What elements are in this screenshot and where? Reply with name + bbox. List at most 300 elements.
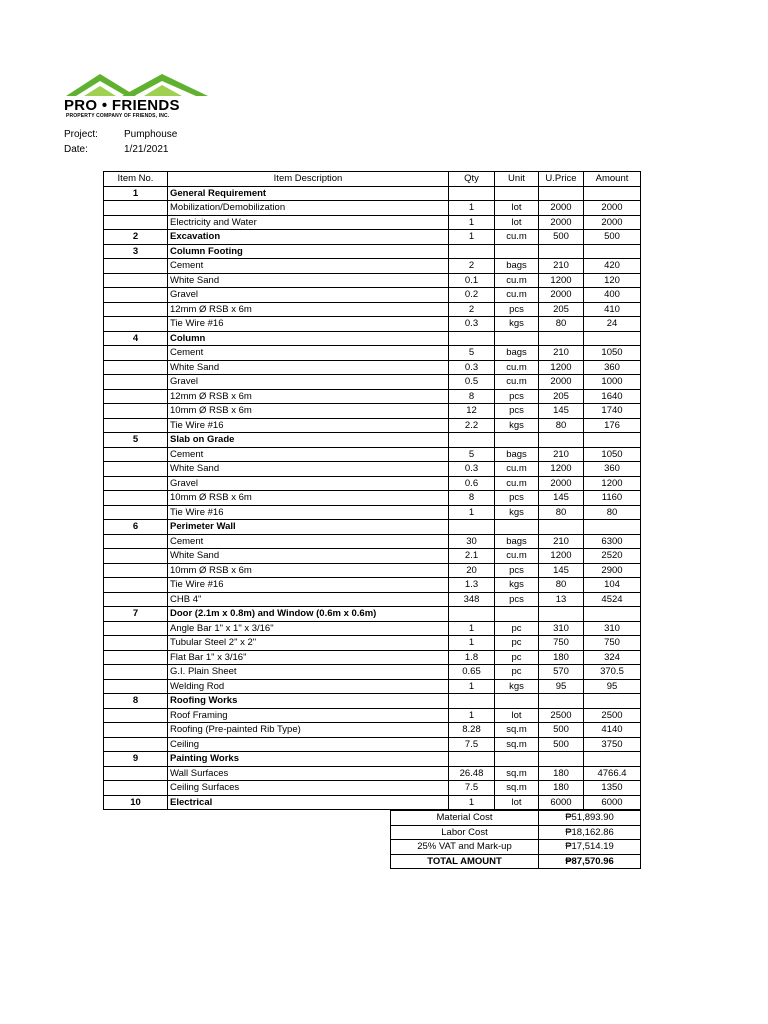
table-row: [104, 418, 641, 433]
unit-price-cell: 205: [539, 302, 584, 317]
item-no-cell: [104, 302, 168, 317]
table-row: [104, 317, 641, 332]
table-row: [104, 636, 641, 651]
amount-cell: 6000: [584, 795, 641, 810]
unit-price-cell: 6000: [539, 795, 584, 810]
unit-price-cell: 1200: [539, 273, 584, 288]
qty-cell: 1: [449, 679, 495, 694]
amount-cell: 6300: [584, 534, 641, 549]
amount-cell: 4140: [584, 723, 641, 738]
amount-cell: 750: [584, 636, 641, 651]
unit-cell: pcs: [495, 404, 539, 419]
unit-price-cell: 2000: [539, 288, 584, 303]
table-row: [104, 665, 641, 680]
unit-cell: bags: [495, 346, 539, 361]
amount-cell: [584, 433, 641, 448]
unit-price-cell: 310: [539, 621, 584, 636]
table-row: [104, 476, 641, 491]
item-description-cell: Electrical: [168, 795, 449, 810]
item-no-cell: [104, 288, 168, 303]
unit-price-cell: 95: [539, 679, 584, 694]
item-description-cell: Roofing (Pre-painted Rib Type): [168, 723, 449, 738]
qty-cell: 0.6: [449, 476, 495, 491]
house-roof-icon: [62, 72, 214, 100]
table-row: [104, 621, 641, 636]
item-no-cell: [104, 636, 168, 651]
qty-cell: 2: [449, 259, 495, 274]
date-label: Date:: [64, 144, 88, 155]
table-row: [104, 505, 641, 520]
item-no-cell: 10: [104, 795, 168, 810]
unit-cell: pcs: [495, 592, 539, 607]
unit-cell: [495, 331, 539, 346]
unit-price-cell: 180: [539, 781, 584, 796]
amount-cell: 1200: [584, 476, 641, 491]
amount-cell: 2000: [584, 201, 641, 216]
item-no-cell: [104, 375, 168, 390]
item-description-cell: Perimeter Wall: [168, 520, 449, 535]
unit-cell: cu.m: [495, 360, 539, 375]
unit-cell: [495, 244, 539, 259]
qty-cell: [449, 433, 495, 448]
section-row: [104, 795, 641, 810]
item-description-cell: Tie Wire #16: [168, 317, 449, 332]
unit-price-cell: 2000: [539, 215, 584, 230]
item-description-cell: White Sand: [168, 360, 449, 375]
item-no-cell: 1: [104, 186, 168, 201]
amount-cell: [584, 331, 641, 346]
unit-price-cell: 13: [539, 592, 584, 607]
unit-cell: kgs: [495, 418, 539, 433]
unit-price-cell: 570: [539, 665, 584, 680]
table-row: [104, 549, 641, 564]
item-description-cell: Slab on Grade: [168, 433, 449, 448]
qty-cell: 0.3: [449, 462, 495, 477]
table-row: [104, 360, 641, 375]
unit-cell: pc: [495, 665, 539, 680]
item-description-cell: White Sand: [168, 462, 449, 477]
unit-cell: kgs: [495, 679, 539, 694]
amount-cell: 4766.4: [584, 766, 641, 781]
unit-cell: [495, 752, 539, 767]
table-row: [104, 375, 641, 390]
table-row: [104, 273, 641, 288]
unit-price-cell: 180: [539, 650, 584, 665]
item-no-cell: [104, 723, 168, 738]
cost-summary-table: [390, 810, 641, 869]
qty-cell: 1.3: [449, 578, 495, 593]
table-row: [104, 259, 641, 274]
unit-cell: [495, 433, 539, 448]
unit-cell: cu.m: [495, 462, 539, 477]
header-qty: Qty: [449, 172, 495, 187]
unit-price-cell: [539, 186, 584, 201]
item-no-cell: 7: [104, 607, 168, 622]
section-row: [104, 694, 641, 709]
header-unit-price: U.Price: [539, 172, 584, 187]
item-description-cell: Gravel: [168, 288, 449, 303]
item-description-cell: Cement: [168, 259, 449, 274]
item-no-cell: [104, 592, 168, 607]
item-no-cell: [104, 505, 168, 520]
item-no-cell: [104, 462, 168, 477]
qty-cell: 1.8: [449, 650, 495, 665]
qty-cell: 5: [449, 447, 495, 462]
unit-cell: [495, 694, 539, 709]
unit-price-cell: 145: [539, 563, 584, 578]
unit-cell: pcs: [495, 563, 539, 578]
unit-price-cell: 80: [539, 418, 584, 433]
amount-cell: 1000: [584, 375, 641, 390]
unit-cell: [495, 186, 539, 201]
qty-cell: 1: [449, 505, 495, 520]
unit-price-cell: [539, 433, 584, 448]
unit-cell: cu.m: [495, 288, 539, 303]
unit-price-cell: 210: [539, 259, 584, 274]
item-no-cell: 5: [104, 433, 168, 448]
table-row: [104, 404, 641, 419]
qty-cell: 7.5: [449, 737, 495, 752]
qty-cell: 2: [449, 302, 495, 317]
table-row: [104, 578, 641, 593]
unit-cell: [495, 520, 539, 535]
item-no-cell: [104, 259, 168, 274]
item-description-cell: Cement: [168, 534, 449, 549]
item-description-cell: Electricity and Water: [168, 215, 449, 230]
item-no-cell: [104, 650, 168, 665]
item-description-cell: G.I. Plain Sheet: [168, 665, 449, 680]
qty-cell: 1: [449, 636, 495, 651]
header-item-description: Item Description: [168, 172, 449, 187]
amount-cell: 1050: [584, 447, 641, 462]
qty-cell: [449, 186, 495, 201]
section-row: [104, 244, 641, 259]
table-row: [104, 563, 641, 578]
table-row: [104, 679, 641, 694]
qty-cell: 30: [449, 534, 495, 549]
unit-price-cell: 145: [539, 404, 584, 419]
amount-cell: 2900: [584, 563, 641, 578]
section-row: [104, 520, 641, 535]
table-row: [104, 708, 641, 723]
unit-cell: bags: [495, 534, 539, 549]
amount-cell: 24: [584, 317, 641, 332]
amount-cell: 400: [584, 288, 641, 303]
unit-price-cell: 1200: [539, 360, 584, 375]
unit-price-cell: 80: [539, 505, 584, 520]
summary-label: Labor Cost: [391, 825, 539, 840]
unit-cell: cu.m: [495, 549, 539, 564]
amount-cell: [584, 607, 641, 622]
table-row: [104, 215, 641, 230]
amount-cell: 310: [584, 621, 641, 636]
qty-cell: 348: [449, 592, 495, 607]
qty-cell: 2.1: [449, 549, 495, 564]
unit-cell: pc: [495, 621, 539, 636]
qty-cell: 12: [449, 404, 495, 419]
amount-cell: 1740: [584, 404, 641, 419]
unit-cell: lot: [495, 215, 539, 230]
project-label: Project:: [64, 129, 98, 140]
unit-price-cell: 500: [539, 230, 584, 245]
amount-cell: 2520: [584, 549, 641, 564]
item-no-cell: [104, 766, 168, 781]
table-row: [104, 592, 641, 607]
qty-cell: 0.65: [449, 665, 495, 680]
item-description-cell: 12mm Ø RSB x 6m: [168, 389, 449, 404]
unit-cell: sq.m: [495, 737, 539, 752]
logo-tagline: PROPERTY COMPANY OF FRIENDS, INC.: [66, 113, 170, 119]
item-no-cell: [104, 360, 168, 375]
unit-cell: pc: [495, 636, 539, 651]
item-no-cell: [104, 476, 168, 491]
unit-price-cell: [539, 244, 584, 259]
unit-cell: [495, 607, 539, 622]
qty-cell: [449, 520, 495, 535]
unit-cell: lot: [495, 708, 539, 723]
summary-value: ₱87,570.96: [539, 854, 641, 869]
unit-price-cell: 180: [539, 766, 584, 781]
section-row: [104, 331, 641, 346]
table-row: [104, 201, 641, 216]
item-description-cell: Painting Works: [168, 752, 449, 767]
summary-label: 25% VAT and Mark-up: [391, 840, 539, 855]
item-no-cell: [104, 418, 168, 433]
item-description-cell: Flat Bar 1" x 3/16": [168, 650, 449, 665]
unit-price-cell: 210: [539, 447, 584, 462]
item-description-cell: Mobilization/Demobilization: [168, 201, 449, 216]
amount-cell: 1160: [584, 491, 641, 506]
item-description-cell: Roofing Works: [168, 694, 449, 709]
qty-cell: 26.48: [449, 766, 495, 781]
company-logo: [62, 72, 214, 122]
table-header-row: [104, 172, 641, 187]
item-description-cell: Door (2.1m x 0.8m) and Window (0.6m x 0.6m): [168, 607, 449, 622]
qty-cell: 20: [449, 563, 495, 578]
item-no-cell: [104, 447, 168, 462]
item-no-cell: [104, 491, 168, 506]
unit-cell: lot: [495, 795, 539, 810]
item-no-cell: 8: [104, 694, 168, 709]
unit-cell: cu.m: [495, 476, 539, 491]
item-description-cell: Ceiling Surfaces: [168, 781, 449, 796]
item-no-cell: [104, 665, 168, 680]
item-description-cell: Excavation: [168, 230, 449, 245]
unit-cell: bags: [495, 447, 539, 462]
amount-cell: 120: [584, 273, 641, 288]
item-description-cell: Cement: [168, 346, 449, 361]
qty-cell: [449, 331, 495, 346]
unit-price-cell: [539, 752, 584, 767]
table-row: [104, 650, 641, 665]
qty-cell: 0.5: [449, 375, 495, 390]
total-amount-row: [391, 854, 641, 869]
item-no-cell: [104, 389, 168, 404]
item-description-cell: Gravel: [168, 476, 449, 491]
unit-cell: bags: [495, 259, 539, 274]
qty-cell: 1: [449, 621, 495, 636]
amount-cell: 360: [584, 462, 641, 477]
unit-cell: pcs: [495, 302, 539, 317]
header-unit: Unit: [495, 172, 539, 187]
unit-price-cell: 210: [539, 534, 584, 549]
amount-cell: [584, 520, 641, 535]
qty-cell: 5: [449, 346, 495, 361]
unit-price-cell: 2500: [539, 708, 584, 723]
item-no-cell: 2: [104, 230, 168, 245]
item-no-cell: [104, 534, 168, 549]
qty-cell: 1: [449, 201, 495, 216]
section-row: [104, 433, 641, 448]
unit-cell: kgs: [495, 317, 539, 332]
item-no-cell: [104, 781, 168, 796]
qty-cell: [449, 607, 495, 622]
amount-cell: 500: [584, 230, 641, 245]
unit-cell: cu.m: [495, 375, 539, 390]
item-description-cell: CHB 4": [168, 592, 449, 607]
unit-price-cell: 210: [539, 346, 584, 361]
qty-cell: 1: [449, 215, 495, 230]
summary-value: ₱18,162.86: [539, 825, 641, 840]
item-no-cell: [104, 563, 168, 578]
item-description-cell: Cement: [168, 447, 449, 462]
amount-cell: 2500: [584, 708, 641, 723]
unit-cell: sq.m: [495, 766, 539, 781]
item-no-cell: [104, 201, 168, 216]
logo-wordmark: PRO • FRIENDS: [64, 97, 180, 114]
item-description-cell: Tubular Steel 2" x 2": [168, 636, 449, 651]
amount-cell: [584, 186, 641, 201]
item-no-cell: [104, 549, 168, 564]
unit-price-cell: 1200: [539, 462, 584, 477]
amount-cell: 4524: [584, 592, 641, 607]
unit-cell: kgs: [495, 578, 539, 593]
amount-cell: 80: [584, 505, 641, 520]
unit-price-cell: 500: [539, 723, 584, 738]
unit-cell: sq.m: [495, 723, 539, 738]
qty-cell: 0.3: [449, 360, 495, 375]
summary-label: Material Cost: [391, 811, 539, 826]
section-row: [104, 186, 641, 201]
item-description-cell: Column: [168, 331, 449, 346]
item-description-cell: 10mm Ø RSB x 6m: [168, 491, 449, 506]
table-row: [104, 491, 641, 506]
item-description-cell: 12mm Ø RSB x 6m: [168, 302, 449, 317]
summary-row: [391, 840, 641, 855]
amount-cell: [584, 752, 641, 767]
item-no-cell: [104, 578, 168, 593]
date-value: 1/21/2021: [124, 144, 169, 155]
item-no-cell: [104, 215, 168, 230]
section-row: [104, 230, 641, 245]
unit-cell: cu.m: [495, 230, 539, 245]
item-no-cell: [104, 737, 168, 752]
unit-price-cell: [539, 607, 584, 622]
table-row: [104, 389, 641, 404]
item-description-cell: Roof Framing: [168, 708, 449, 723]
item-description-cell: Welding Rod: [168, 679, 449, 694]
section-row: [104, 607, 641, 622]
item-no-cell: 4: [104, 331, 168, 346]
unit-price-cell: 1200: [539, 549, 584, 564]
amount-cell: 420: [584, 259, 641, 274]
unit-price-cell: 2000: [539, 375, 584, 390]
item-description-cell: Angle Bar 1" x 1" x 3/16": [168, 621, 449, 636]
amount-cell: [584, 244, 641, 259]
qty-cell: 8: [449, 491, 495, 506]
table-row: [104, 766, 641, 781]
unit-price-cell: 500: [539, 737, 584, 752]
unit-price-cell: [539, 520, 584, 535]
unit-cell: pcs: [495, 491, 539, 506]
table-row: [104, 462, 641, 477]
item-no-cell: 6: [104, 520, 168, 535]
amount-cell: 1350: [584, 781, 641, 796]
table-row: [104, 534, 641, 549]
summary-row: [391, 811, 641, 826]
unit-price-cell: 750: [539, 636, 584, 651]
qty-cell: 0.1: [449, 273, 495, 288]
unit-price-cell: 80: [539, 317, 584, 332]
table-row: [104, 302, 641, 317]
item-no-cell: 9: [104, 752, 168, 767]
qty-cell: 8: [449, 389, 495, 404]
item-no-cell: [104, 708, 168, 723]
summary-row: [391, 825, 641, 840]
section-row: [104, 752, 641, 767]
unit-cell: kgs: [495, 505, 539, 520]
item-no-cell: [104, 621, 168, 636]
unit-cell: sq.m: [495, 781, 539, 796]
amount-cell: [584, 694, 641, 709]
item-no-cell: 3: [104, 244, 168, 259]
item-no-cell: [104, 346, 168, 361]
table-row: [104, 288, 641, 303]
amount-cell: 3750: [584, 737, 641, 752]
qty-cell: 7.5: [449, 781, 495, 796]
table-row: [104, 737, 641, 752]
qty-cell: 1: [449, 230, 495, 245]
unit-cell: lot: [495, 201, 539, 216]
unit-cell: cu.m: [495, 273, 539, 288]
amount-cell: 360: [584, 360, 641, 375]
table-row: [104, 447, 641, 462]
unit-cell: pc: [495, 650, 539, 665]
qty-cell: 1: [449, 795, 495, 810]
amount-cell: 104: [584, 578, 641, 593]
unit-price-cell: [539, 331, 584, 346]
unit-price-cell: 80: [539, 578, 584, 593]
qty-cell: [449, 694, 495, 709]
header-amount: Amount: [584, 172, 641, 187]
unit-price-cell: [539, 694, 584, 709]
summary-value: ₱17,514.19: [539, 840, 641, 855]
amount-cell: 2000: [584, 215, 641, 230]
item-no-cell: [104, 317, 168, 332]
item-description-cell: 10mm Ø RSB x 6m: [168, 563, 449, 578]
bill-of-quantities-table: [103, 171, 641, 810]
item-description-cell: White Sand: [168, 549, 449, 564]
amount-cell: 1640: [584, 389, 641, 404]
qty-cell: 2.2: [449, 418, 495, 433]
qty-cell: [449, 752, 495, 767]
item-no-cell: [104, 404, 168, 419]
item-description-cell: Gravel: [168, 375, 449, 390]
unit-price-cell: 145: [539, 491, 584, 506]
qty-cell: 8.28: [449, 723, 495, 738]
unit-price-cell: 2000: [539, 476, 584, 491]
item-no-cell: [104, 273, 168, 288]
